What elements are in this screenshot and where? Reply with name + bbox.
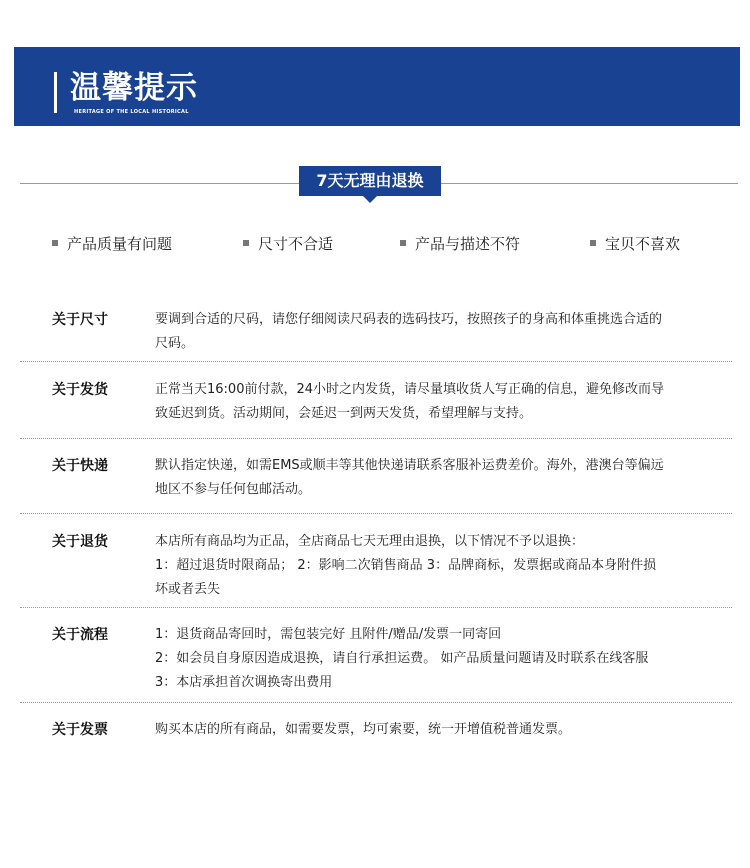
reason-label: 产品与描述不符 <box>415 235 521 253</box>
info-text: 购买本店的所有商品，如需要发票，均可索要，统一开增值税普通发票。 <box>155 722 572 737</box>
return-policy-badge: 7天无理由退换 <box>299 166 441 196</box>
info-label: 关于发货 <box>52 382 108 398</box>
header-banner <box>14 47 740 126</box>
dotted-separator <box>20 702 732 703</box>
dotted-separator <box>20 513 732 514</box>
bullet-square-icon <box>400 240 406 246</box>
dotted-separator <box>20 607 732 608</box>
info-label: 关于发票 <box>52 722 108 738</box>
banner-title: 温馨提示 <box>70 70 198 106</box>
info-label: 关于退货 <box>52 534 108 550</box>
reason-item <box>590 234 680 254</box>
reason-item <box>400 234 520 254</box>
reason-label: 产品质量有问题 <box>67 235 173 253</box>
info-text: 1：退货商品寄回时，需包装完好 且附件/赠品/发票一同寄回 2：如会员自身原因造成退换，请自行承担运费。 如产品质量问题请及时联系在线客服 3：本店承担首次调换寄出费用 <box>155 627 649 690</box>
reason-label: 宝贝不喜欢 <box>605 235 681 253</box>
reason-label: 尺寸不合适 <box>258 235 334 253</box>
banner-subtitle: HERITAGE OF THE LOCAL HISTORICAL <box>74 109 189 115</box>
info-text: 正常当天16:00前付款，24小时之内发货，请尽量填收货人写正确的信息，避免修改而导 致延迟到货。活动期间，会延迟一到两天发货，希望理解与支持。 <box>155 382 665 421</box>
bullet-square-icon <box>590 240 596 246</box>
reason-item <box>243 234 333 254</box>
banner-accent-bar <box>54 72 57 113</box>
info-label: 关于流程 <box>52 627 108 643</box>
bullet-square-icon <box>243 240 249 246</box>
dotted-separator <box>20 438 732 439</box>
bullet-square-icon <box>52 240 58 246</box>
dotted-separator <box>20 361 732 362</box>
reason-item <box>52 234 172 254</box>
badge-pointer <box>363 196 377 203</box>
info-text: 默认指定快递，如需EMS或顺丰等其他快递请联系客服补运费差价。海外，港澳台等偏远 地区不参与任何包邮活动。 <box>155 458 664 497</box>
info-text: 要调到合适的尺码，请您仔细阅读尺码表的选码技巧，按照孩子的身高和体重挑选合适的 尺码。 <box>155 312 663 351</box>
info-text: 本店所有商品均为正品，全店商品七天无理由退换，以下情况不予以退换： 1：超过退货时限商品； 2：影响二次销售商品 3：品牌商标，发票据或商品本身附件损 坏或者丢失 <box>155 534 657 597</box>
info-label: 关于快递 <box>52 458 108 474</box>
info-label: 关于尺寸 <box>52 312 108 328</box>
